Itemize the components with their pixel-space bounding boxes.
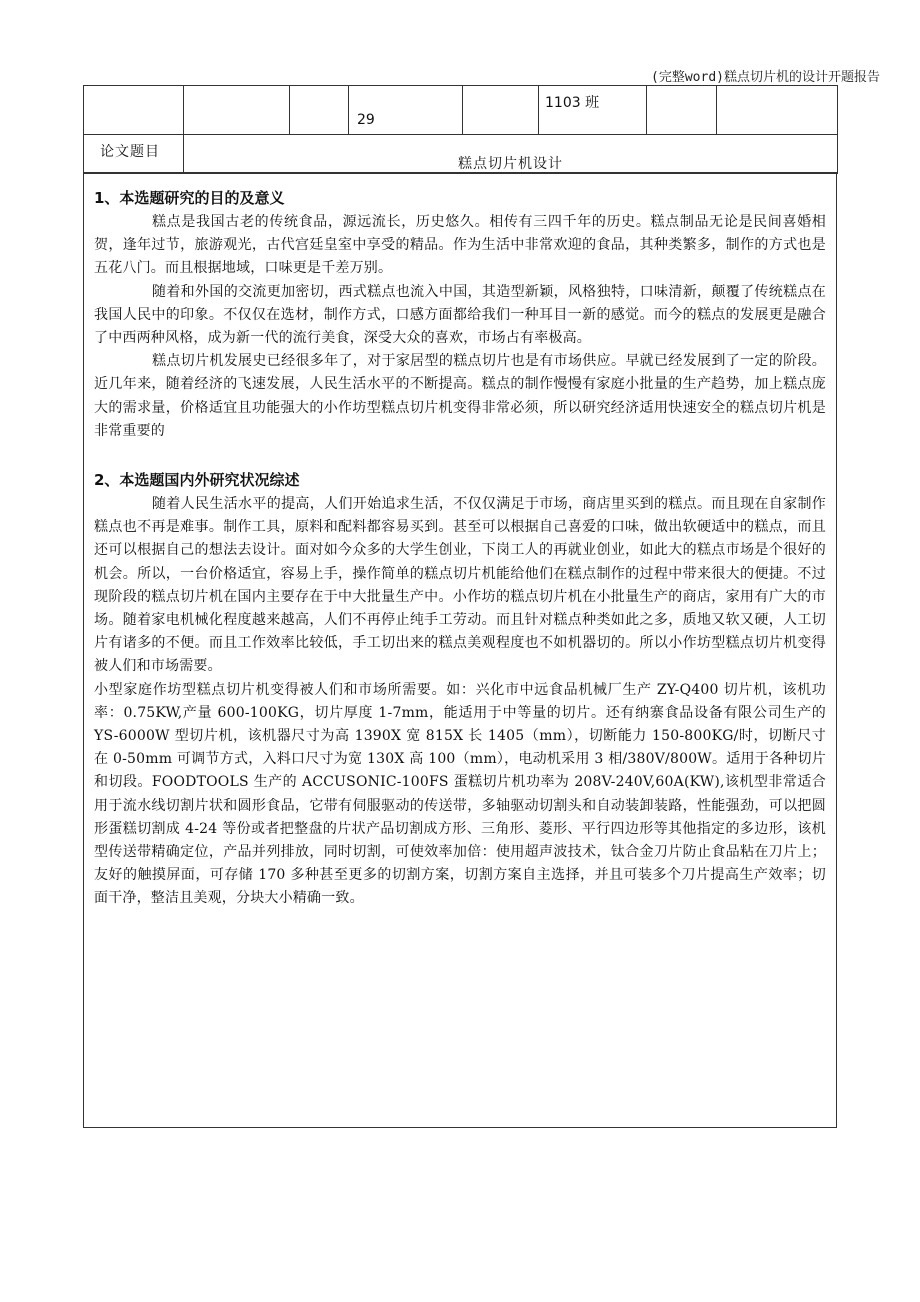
section-2-paragraph: 随着人民生活水平的提高，人们开始追求生活，不仅仅满足于市场，商店里买到的糕点。而且现在自家制作糕点也不再是难事。制作工具，原料和配料都容易买到。甚至可以根据自己喜爱的口味，做出软硬适中的糕点，而且还可以根据自己的想法去设计。面对如今众多的大学生创业，下岗工人的再就业创业，如此大的糕点市场是个很好的机会。所以，一台价格适宜，容易上手，操作简单的糕点切片机能给他们在糕点制作的过程中带来很大的便捷。不过现阶段的糕点切片机在国内主要存在于中大批量生产中。小作坊的糕点切片机在小批量生产的商店，家用有广大的市场。随着家电机械化程度越来越高，人们不再停止纯手工劳动。而且针对糕点种类如此之多，质地又软又硬，人工切片有诸多的不便。而且工作效率比较低，手工切出来的糕点美观程度也不如机器切的。所以小作坊型糕点切片机变得被人们和市场需要。 bbox=[94, 496, 826, 675]
section-2-paragraph: 小型家庭作坊型糕点切片机变得被人们和市场所需要。如：兴化市中远食品机械厂生产 ZY-Q400 切片机，该机功率：0.75KW,产量 600-100KG，切片厚度 1-7mm，能适用于中等量的切片。还有纳寨食品设备有限公司生产的 YS-6000W 型切片机，该机器尺寸为高 1390X 宽 815X 长 1405（mm），切断能力 150-800KG/时，切断尺寸在 0-50mm 可调节方式，入料口尺寸为宽 130X 高 100（mm），电动机采用 3 相/380V/800W。适用于各种切片和切段。FOODTOOLS 生产的 ACCUSONIC-100FS 蛋糕切片机功率为 208V-240V,60A(KW),该机型非常适合用于流水线切割片状和圆形食品，它带有伺服驱动的传送带，多轴驱动切割头和自动装卸装路，性能强劲，可以把圆形蛋糕切割成 4-24 等份或者把整盘的片状产品切割成方形、三角形、菱形、平行四边形等其他指定的多边形，该机型传送带精确定位，产品并列排放，同时切割，可使效率加倍：使用超声波技术，钛合金刀片防止食品粘在刀片上；友好的触摸屏面，可存储 170 多种甚至更多的切割方案，切割方案自主选择，并且可装多个刀片提高生产效率；切面干净，整洁且美观，分块大小精确一致。 bbox=[94, 681, 826, 907]
section-1-heading: 1、本选题研究的目的及意义 bbox=[94, 189, 285, 207]
info-table bbox=[83, 85, 838, 174]
title-row bbox=[84, 135, 838, 174]
report-content bbox=[83, 172, 837, 1128]
info-cell bbox=[463, 86, 539, 135]
info-cell bbox=[290, 86, 349, 135]
info-cell-class: 1103 班 bbox=[539, 86, 647, 135]
section-1-paragraph: 糕点是我国古老的传统食品，源远流长，历史悠久。相传有三四千年的历史。糕点制品无论是民间喜婚相贺，逢年过节，旅游观光，古代宫廷皇室中享受的精品。作为生活中非常欢迎的食品，其种类繁多，制作的方式也是五花八门。而且根据地域，口味更是千差万别。 bbox=[94, 214, 826, 277]
thesis-title-label: 论文题目 bbox=[100, 144, 160, 160]
section-1-paragraph: 糕点切片机发展史已经很多年了，对于家居型的糕点切片也是有市场供应。早就已经发展到了一定的阶段。近几年来，随着经济的飞速发展，人民生活水平的不断提高。糕点的制作慢慢有家庭小批量的生产趋势，加上糕点庞大的需求量，价格适宜且功能强大的小作坊型糕点切片机变得非常必须，所以研究经济适用快速安全的糕点切片机是非常重要的 bbox=[94, 353, 826, 439]
info-row bbox=[84, 86, 838, 135]
section-2-heading: 2、本选题国内外研究状况综述 bbox=[94, 471, 300, 490]
info-cell bbox=[647, 86, 717, 135]
document-header: (完整word)糕点切片机的设计开题报告 bbox=[651, 70, 880, 85]
info-cell bbox=[717, 86, 838, 135]
thesis-title: 糕点切片机设计 bbox=[458, 156, 563, 172]
info-cell-number: 29 bbox=[349, 86, 463, 135]
info-cell bbox=[84, 86, 184, 135]
section-1-paragraph: 随着和外国的交流更加密切，西式糕点也流入中国，其造型新颖，风格独特，口味清新，颠覆了传统糕点在我国人民中的印象。不仅仅在选材，制作方式，口感方面都给我们一种耳目一新的感觉。而今的糕点的发展更是融合了中西两种风格，成为新一代的流行美食，深受大众的喜欢，市场占有率极高。 bbox=[94, 283, 826, 347]
thesis-title-label-cell bbox=[84, 135, 184, 174]
info-cell bbox=[184, 86, 290, 135]
thesis-title-cell bbox=[184, 135, 838, 174]
